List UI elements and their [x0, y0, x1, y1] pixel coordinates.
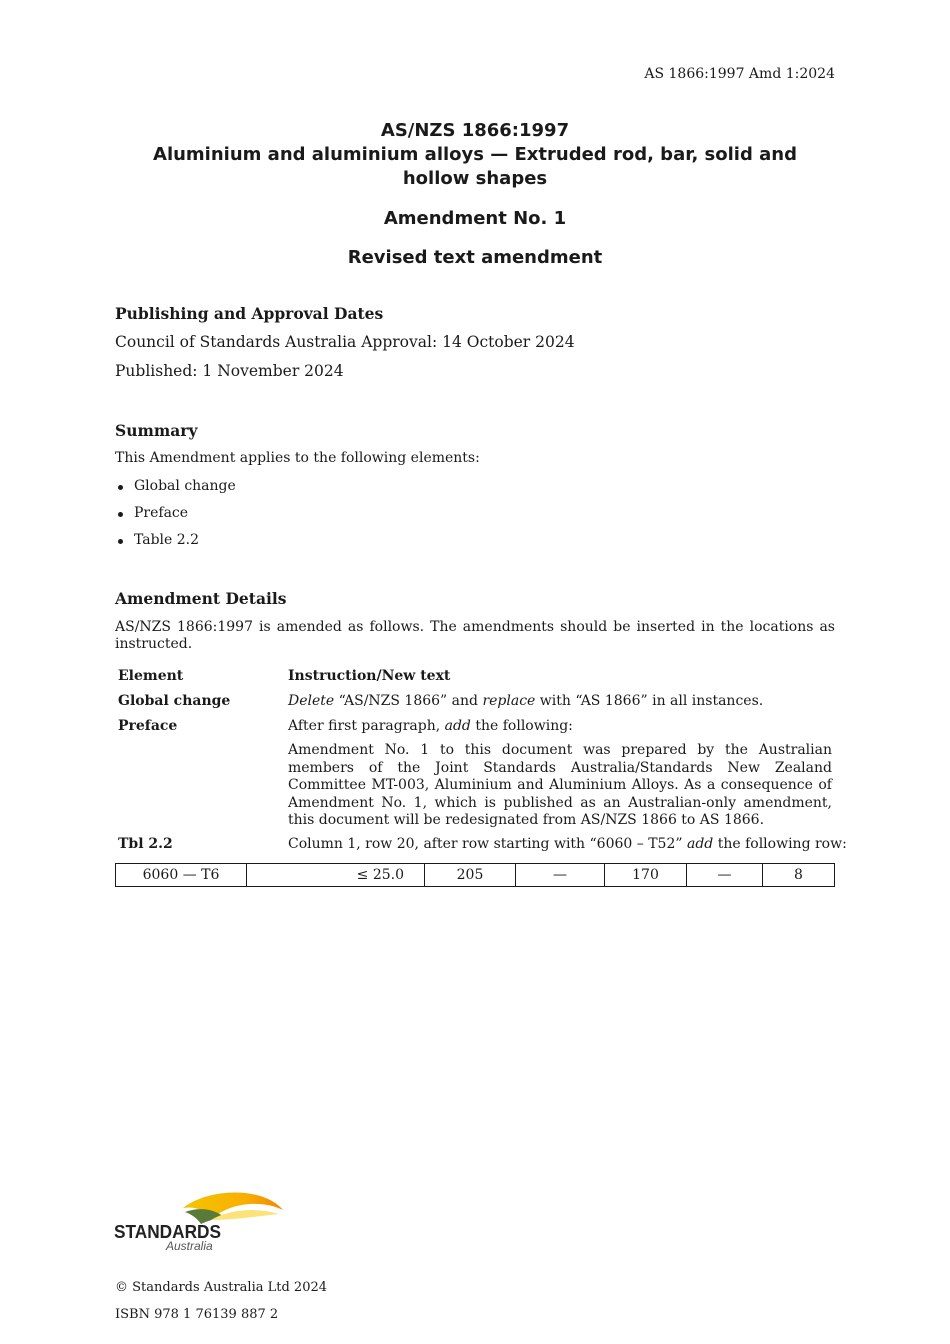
summary-heading: Summary [115, 421, 198, 440]
element-table: Tbl 2.2 [118, 836, 173, 852]
instruction-keyword: replace [482, 693, 536, 709]
standard-title-line-1: Aluminium and aluminium alloys — Extruded rod, bar, solid and [153, 144, 797, 165]
instruction-preface [288, 718, 573, 734]
element-preface: Preface [118, 718, 178, 734]
approval-date: Council of Standards Australia Approval: 14 October 2024 [115, 333, 575, 351]
instruction-table [288, 836, 847, 852]
list-item: Preface [115, 500, 236, 527]
details-heading: Amendment Details [115, 589, 287, 608]
title-block [115, 119, 835, 270]
summary-list [115, 473, 236, 554]
table-cell: — [687, 864, 763, 887]
amendment-number: Amendment No. 1 [383, 208, 567, 229]
instruction-text: the following: [470, 718, 573, 734]
standards-australia-logo [113, 1188, 289, 1254]
preface-new-paragraph: Amendment No. 1 to this document was prepared by the Australian members of the Joint Standards Australia/Standards New Zealand Committee MT-003, Aluminium and Aluminium Alloys. As a consequence of Amendment No. 1, which is published as an Australian-only amendment, this document will be redesignated from AS/NZS 1866 to AS 1866. [288, 742, 832, 828]
standard-title-line-2: hollow shapes [402, 168, 548, 189]
instruction-global-change [288, 693, 763, 709]
logo-wordmark: STANDARDS [114, 1222, 221, 1242]
standard-number: AS/NZS 1866:1997 [380, 120, 570, 141]
element-global-change: Global change [118, 693, 231, 709]
details-intro: AS/NZS 1866:1997 is amended as follows. The amendments should be inserted in the locations as instructed. [115, 619, 835, 652]
list-item: Table 2.2 [115, 527, 236, 554]
instruction-keyword: add [444, 718, 471, 734]
instruction-text: Column 1, row 20, after row starting with “6060 – T52” [288, 836, 687, 852]
new-table-row [115, 863, 835, 887]
instruction-text: with “AS 1866” in all instances. [535, 693, 764, 709]
footer-isbn: ISBN 978 1 76139 887 2 [115, 1307, 279, 1322]
table-cell: ≤ 25.0 [247, 864, 425, 887]
table-cell: 205 [425, 864, 516, 887]
instruction-text: After first paragraph, [288, 718, 445, 734]
instruction-keyword: Delete [288, 693, 335, 709]
summary-intro: This Amendment applies to the following elements: [115, 450, 480, 466]
instruction-text: the following row: [713, 836, 847, 852]
table-cell: 6060 — T6 [116, 864, 247, 887]
footer-copyright: © Standards Australia Ltd 2024 [115, 1280, 328, 1295]
column-header-element: Element [118, 668, 184, 684]
document-reference: AS 1866:1997 Amd 1:2024 [644, 66, 835, 82]
table-cell: 8 [763, 864, 835, 887]
table-row [116, 864, 835, 887]
amendment-type: Revised text amendment [347, 247, 603, 268]
instruction-text: “AS/NZS 1866” and [334, 693, 483, 709]
table-cell: 170 [605, 864, 687, 887]
table-cell: — [516, 864, 605, 887]
published-date: Published: 1 November 2024 [115, 362, 344, 380]
dates-heading: Publishing and Approval Dates [115, 304, 384, 323]
list-item: Global change [115, 473, 236, 500]
column-header-instruction: Instruction/New text [288, 668, 451, 684]
logo-subword: Australia [166, 1239, 213, 1253]
instruction-keyword: add [686, 836, 714, 852]
